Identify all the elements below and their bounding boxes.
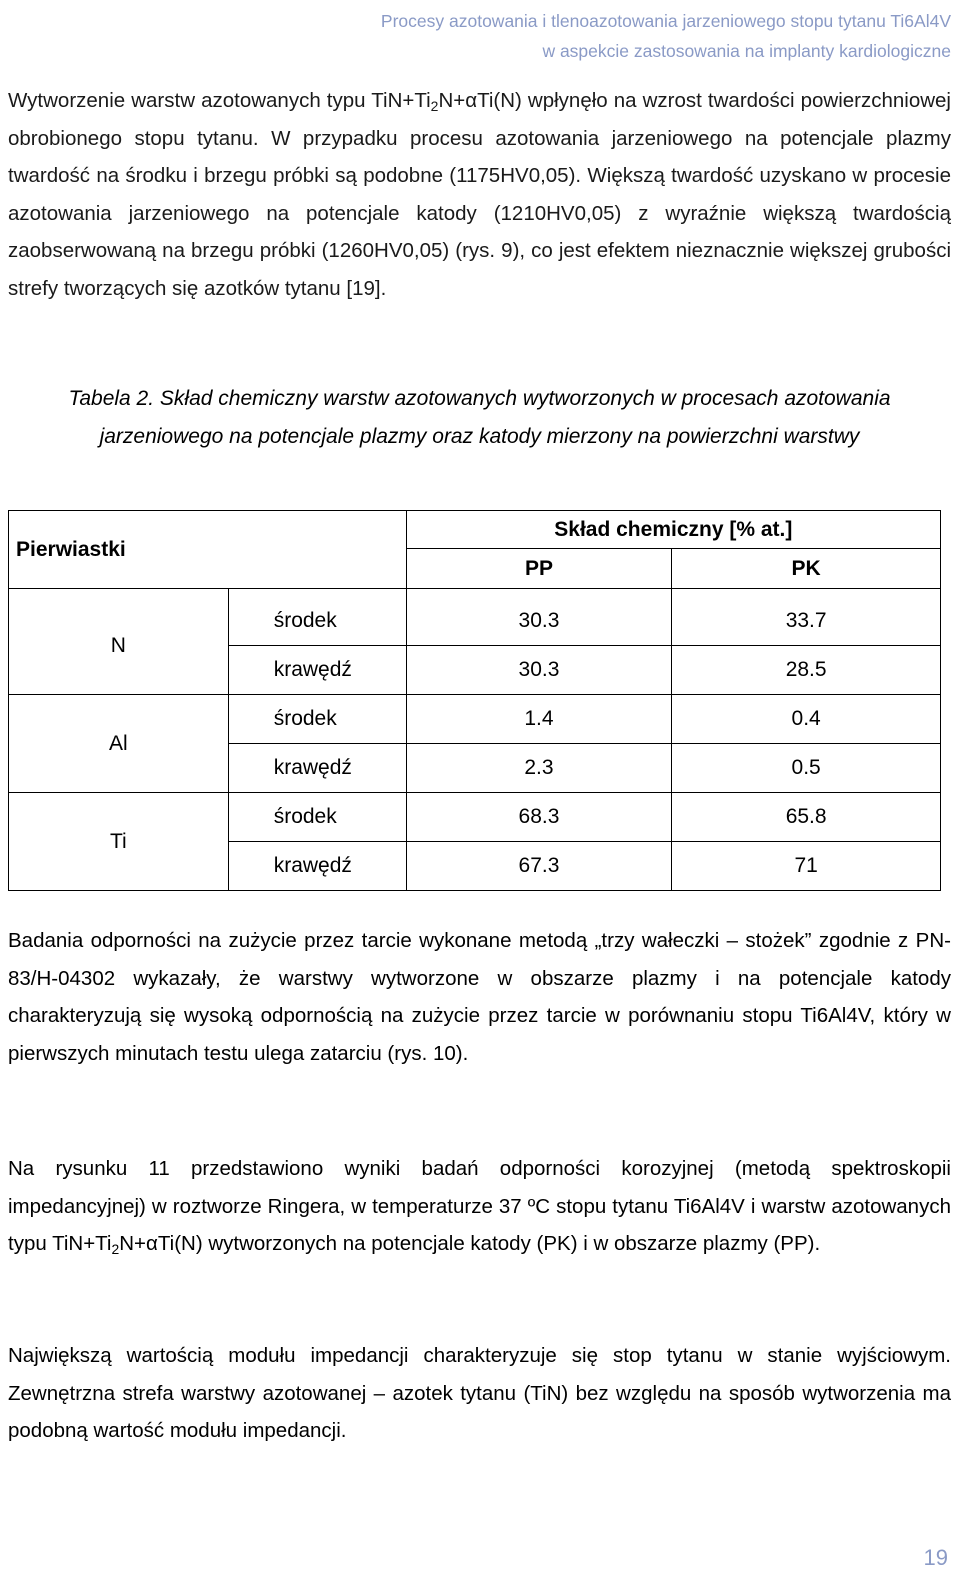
composition-table	[8, 510, 941, 891]
paragraph-corrosion	[8, 1150, 951, 1263]
paragraph-impedance: Największą wartością modułu impedancji charakteryzuje się stop tytanu w stanie wyjściowym. Zewnętrzna strefa warstwy azotowanej – azotek tytanu (TiN) bez względu na sposób wytworzenia ma podobną wartość modułu impedancji.	[8, 1344, 951, 1443]
table-row	[9, 695, 941, 744]
table-row	[9, 597, 941, 646]
element-cell: Ti	[9, 793, 229, 891]
page-number: 19	[923, 1545, 948, 1570]
pk-value: 28.5	[672, 646, 941, 695]
position-cell: krawędź	[228, 744, 406, 793]
paragraph-hardness-text-1: Wytworzenie warstw azotowanych typu TiN+Ti	[8, 89, 431, 112]
position-cell: krawędź	[228, 842, 406, 891]
pk-value: 71	[672, 842, 941, 891]
subscript-2: 2	[430, 97, 439, 114]
pk-value: 0.4	[672, 695, 941, 744]
paragraph-corrosion-text-2: N+αTi(N) wytworzonych na potencjale katody (PK) i w obszarze plazmy (PP).	[119, 1232, 821, 1256]
pk-value: 0.5	[672, 744, 941, 793]
header-elements: Pierwiastki	[9, 511, 407, 589]
running-header	[381, 6, 951, 66]
header-line-2: w aspekcie zastosowania na implanty kardiologiczne	[542, 41, 951, 61]
position-cell: środek	[228, 597, 406, 646]
position-cell: środek	[228, 695, 406, 744]
table-row	[9, 793, 941, 842]
table-caption: Tabela 2. Skład chemiczny warstw azotowanych wytworzonych w procesach azotowania jarzeniowego na potencjale plazmy oraz katody mierzony na powierzchni warstwy	[68, 387, 891, 448]
header-pp: PP	[406, 549, 672, 589]
paragraph-hardness	[8, 82, 951, 308]
element-cell: Al	[9, 695, 229, 793]
position-cell: krawędź	[228, 646, 406, 695]
header-composition: Skład chemiczny [% at.]	[406, 511, 940, 549]
pp-value: 68.3	[406, 793, 672, 842]
pp-value: 30.3	[406, 597, 672, 646]
subscript-2: 2	[111, 1241, 120, 1258]
paragraph-hardness-text-2: N+αTi(N) wpłynęło na wzrost twardości powierzchniowej obrobionego stopu tytanu. W przypadku procesu azotowania jarzeniowego na potencjale plazmy twardość na środku i brzegu próbki są podobne (1175HV0,05). Większą twardość uzyskano w procesie azotowania jarzeniowego na potencjale katody (1210HV0,05) z wyraźnie większą twardością zaobserwowaną na brzegu próbki (1260HV0,05) (rys. 9), co jest efektem nieznacznie większej grubości strefy tworzących się azotków tytanu [19].	[8, 89, 951, 300]
pk-value: 33.7	[672, 597, 941, 646]
paragraph-wear-resistance: Badania odporności na zużycie przez tarcie wykonane metodą „trzy wałeczki – stożek” zgodnie z PN-83/H-04302 wykazały, że warstwy wytworzone w obszarze plazmy i na potencjale katody charakteryzują się wysoką odpornością na zużycie przez tarcie w porównaniu stopu Ti6Al4V, który w pierwszych minutach testu ulega zatarciu (rys. 10).	[8, 929, 951, 1065]
pp-value: 67.3	[406, 842, 672, 891]
position-cell: środek	[228, 793, 406, 842]
header-pk: PK	[672, 549, 941, 589]
pk-value: 65.8	[672, 793, 941, 842]
pp-value: 2.3	[406, 744, 672, 793]
header-line-1: Procesy azotowania i tlenoazotowania jarzeniowego stopu tytanu Ti6Al4V	[380, 11, 951, 31]
element-cell: N	[9, 597, 229, 695]
pp-value: 30.3	[406, 646, 672, 695]
paragraph-corrosion-text-1: Na rysunku 11 przedstawiono wyniki badań odporności korozyjnej (metodą spektroskopii impedancyjnej) w roztworze Ringera, w temperaturze 37 ºC stopu tytanu Ti6Al4V i warstw azotowanych typu TiN+Ti	[8, 1157, 951, 1256]
pp-value: 1.4	[406, 695, 672, 744]
